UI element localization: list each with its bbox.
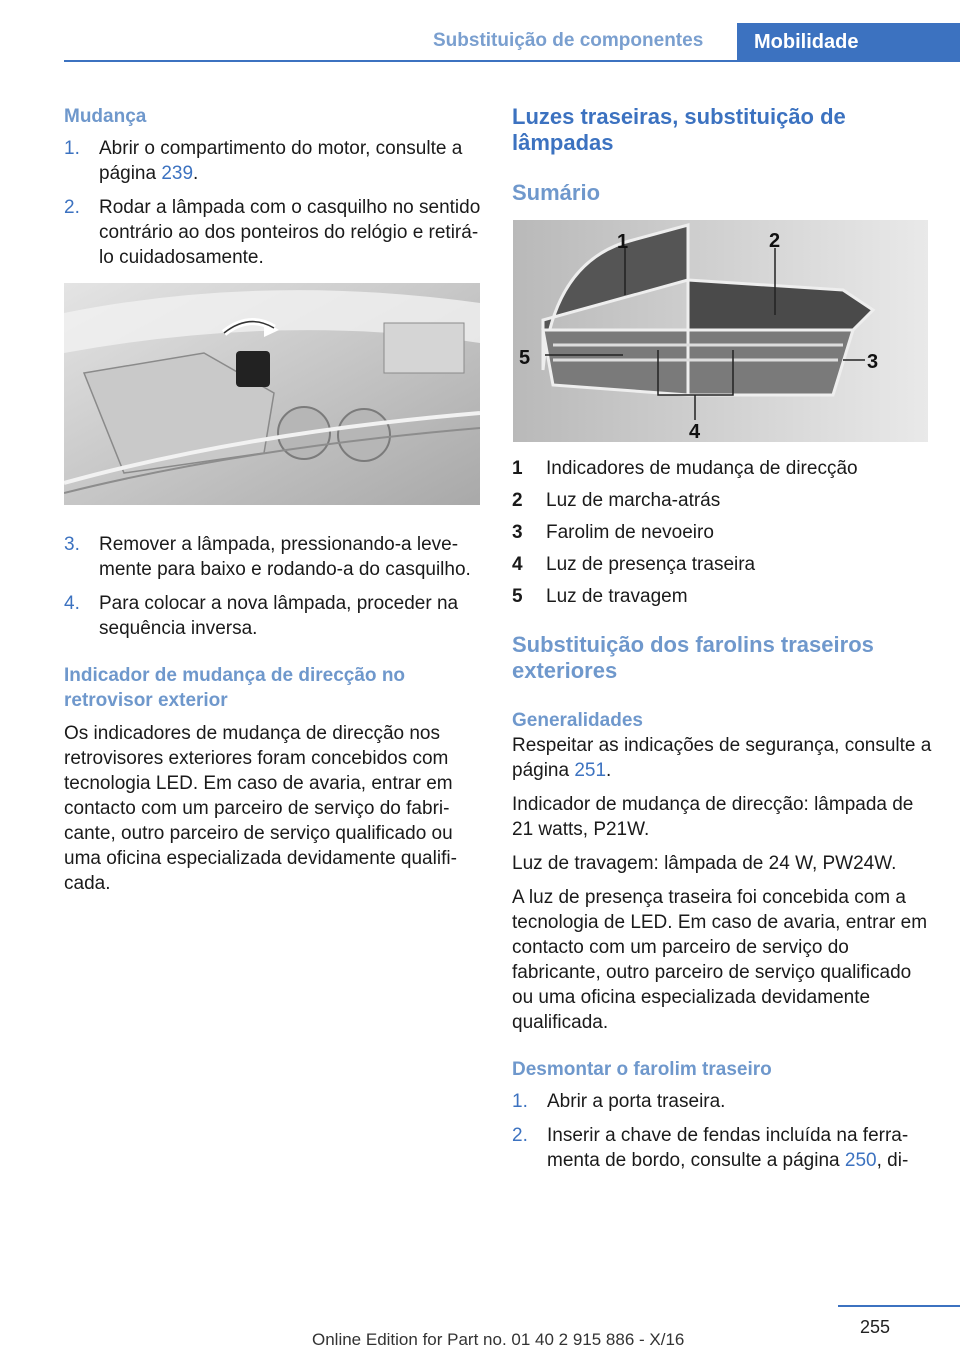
- heading-substituicao: Substituição dos farolins traseiros exteriores: [512, 632, 874, 683]
- step-number: 4.: [64, 593, 80, 614]
- engine-bay-photo: [64, 283, 480, 505]
- diagram-label: 4: [689, 421, 701, 442]
- legend-number: 3: [512, 522, 523, 543]
- paragraph-seguranca: [512, 733, 932, 783]
- paragraph-presenca: A luz de presença traseira foi concebida com a tecnologia de LED. Em caso de avaria, entrar em contacto com um parceiro de serviço do fabricante, outro parceiro de serviço qualificado ou uma oficina especializada devidamente qualificada.: [512, 887, 928, 1033]
- step-text: Remover a lâmpada, pressionando-a levemente para baixo e rodando-a do casquilho.: [99, 534, 471, 580]
- running-header-section: Substituição de componentes: [433, 30, 704, 51]
- legend-item: [512, 517, 932, 549]
- legend-text: Indicadores de mudança de direcção: [546, 458, 858, 479]
- legend-text: Luz de travagem: [546, 586, 688, 607]
- heading-indicador-retrovisor: Indicador de mudança de direcção no retrovisor exterior: [64, 665, 406, 711]
- page-number: 255: [860, 1317, 891, 1337]
- step-item: [64, 195, 482, 270]
- heading-luzes-traseiras: Luzes traseiras, substituição de lâmpadas: [512, 104, 846, 155]
- heading-mudanca: Mudança: [64, 106, 147, 127]
- seguranca-text: Respeitar as indicações de segurança, consulte a página: [512, 735, 932, 781]
- legend-text: Luz de marcha-atrás: [546, 490, 721, 511]
- heading-generalidades: Generalidades: [512, 710, 643, 731]
- step-number: 2.: [512, 1125, 528, 1146]
- diagram-label: 5: [519, 347, 531, 369]
- footer-edition: Online Edition for Part no. 01 40 2 915 886 - X/16: [312, 1330, 685, 1349]
- paragraph-lampada-indicador: Indicador de mudança de direcção: lâmpada de 21 watts, P21W.: [512, 794, 914, 840]
- legend-number: 5: [512, 586, 523, 607]
- step-item: [64, 136, 482, 186]
- step-number: 1.: [512, 1091, 528, 1112]
- step-number: 3.: [64, 534, 80, 555]
- step-text: Para colocar a nova lâmpada, proceder na sequência inversa.: [99, 593, 459, 639]
- footer-rule: [838, 1305, 960, 1307]
- step-text-end: .: [193, 163, 199, 184]
- rear-light-diagram: [513, 220, 928, 442]
- page-link[interactable]: 250: [844, 1150, 877, 1171]
- step-text: Rodar a lâmpada com o casquilho no sentido contrário ao dos ponteiros do relógio e retirá-lo cuidadosamente.: [99, 197, 481, 268]
- step-text: Inserir a chave de fendas incluída na ferramenta de bordo, consulte a página: [547, 1125, 909, 1171]
- step-text: Abrir a porta traseira.: [547, 1091, 726, 1112]
- diagram-label: 3: [867, 351, 879, 373]
- paragraph-lampada-travagem: Luz de travagem: lâmpada de 24 W, PW24W.: [512, 853, 897, 874]
- legend-text: Luz de presença traseira: [546, 554, 756, 575]
- heading-sumario: Sumário: [512, 180, 601, 205]
- legend-item: [512, 485, 932, 517]
- legend-item: [512, 549, 932, 581]
- step-item: [64, 591, 482, 641]
- page-link[interactable]: 251: [574, 760, 607, 781]
- legend-item: [512, 581, 932, 613]
- header-rule: [64, 60, 960, 62]
- step-item: [512, 1089, 932, 1114]
- step-item: [64, 532, 482, 582]
- running-header-tab: Mobilidade: [737, 23, 960, 61]
- step-number: 2.: [64, 197, 80, 218]
- legend-list: [512, 453, 932, 613]
- diagram-label: 2: [769, 230, 781, 252]
- legend-number: 4: [512, 554, 523, 575]
- step-item: [512, 1123, 932, 1173]
- step-text: Abrir o compartimento do motor, consulte a página: [99, 138, 463, 184]
- seguranca-text-end: .: [606, 760, 612, 781]
- diagram-label: 1: [617, 231, 629, 253]
- step-text-end: , di-: [876, 1150, 909, 1171]
- heading-desmontar: Desmontar o farolim traseiro: [512, 1059, 772, 1080]
- legend-number: 1: [512, 458, 523, 479]
- legend-item: [512, 453, 932, 485]
- paragraph-indicador: Os indicadores de mudança de direcção nos retrovisores exteriores foram concebidos com tecnologia LED. Em caso de avaria, entrar em contacto com um parceiro de serviço do fabricante, outro parceiro de serviço qualificado ou uma oficina especializada devidamente qualificada.: [64, 723, 457, 894]
- step-number: 1.: [64, 138, 80, 159]
- legend-text: Farolim de nevoeiro: [546, 522, 714, 543]
- page-link[interactable]: 239: [161, 163, 194, 184]
- legend-number: 2: [512, 490, 523, 511]
